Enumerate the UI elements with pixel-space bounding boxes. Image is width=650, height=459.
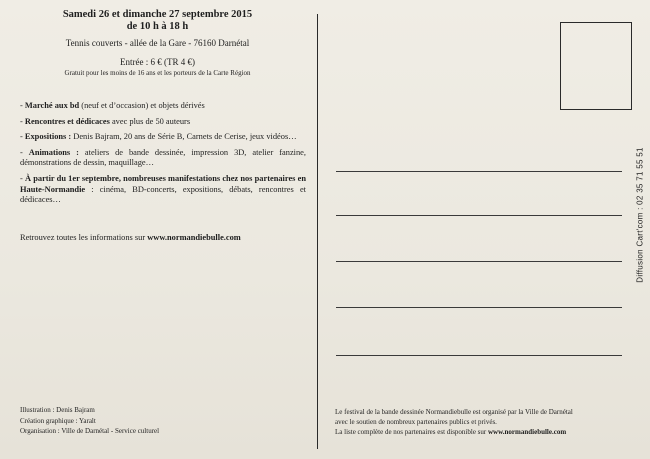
more-info: Retrouvez toutes les informations sur www.normandiebulle.com	[20, 233, 241, 242]
list-item: - À partir du 1er septembre, nombreuses manifestations chez nos partenaires en Haute-Normandie : cinéma, BD-concerts, expositions, débats, rencontres et dédicaces…	[20, 173, 306, 205]
address-line	[336, 261, 622, 262]
design-credit: Création graphique : Yaralt	[20, 416, 96, 425]
illustration-credit: Illustration : Denis Bajram	[20, 406, 95, 414]
date-line: Samedi 26 et dimanche 27 septembre 2015	[62, 9, 253, 20]
address-line	[336, 215, 622, 216]
address-line	[336, 171, 622, 172]
hours-line: de 10 h à 18 h	[126, 21, 189, 32]
program-list	[20, 101, 306, 211]
list-item: - Marché aux bd (neuf et d’occasion) et objets dérivés	[20, 101, 205, 110]
organisation-credit: Organisation : Ville de Darnétal - Service culturel	[20, 427, 160, 435]
center-divider	[317, 14, 318, 449]
printer-credit: Diffusion Cart'com : 02 35 71 55 51	[635, 147, 645, 283]
stamp-box	[560, 22, 632, 110]
entry-price: Entrée : 6 € (TR 4 €)	[120, 57, 195, 67]
website-link[interactable]: www.normandiebulle.com	[488, 428, 567, 436]
venue-address: Tennis couverts - allée de la Gare - 76160 Darnétal	[65, 38, 250, 48]
credits	[20, 405, 159, 437]
organizer-note: Le festival de la bande dessinée Normandiebulle est organisé par la Ville de Darnétal avec le soutien de nombreux partenaires publics et privés. La liste complète de nos partenaires est disponible sur www.normandiebulle.com	[335, 408, 573, 436]
address-line	[336, 355, 622, 356]
list-item: - Expositions : Denis Bajram, 20 ans de Série B, Carnets de Cerise, jeux vidéos…	[20, 132, 297, 142]
event-dates	[0, 9, 315, 33]
list-item: - Rencontres et dédicaces avec plus de 50 auteurs	[20, 116, 191, 126]
website-link[interactable]: www.normandiebulle.com	[147, 233, 241, 242]
free-entry-note: Gratuit pour les moins de 16 ans et les porteurs de la Carte Région	[64, 69, 251, 77]
address-line	[336, 307, 622, 308]
list-item: - Animations : ateliers de bande dessinée, impression 3D, atelier fanzine, démonstrations de dessin, maquillage…	[20, 147, 306, 168]
